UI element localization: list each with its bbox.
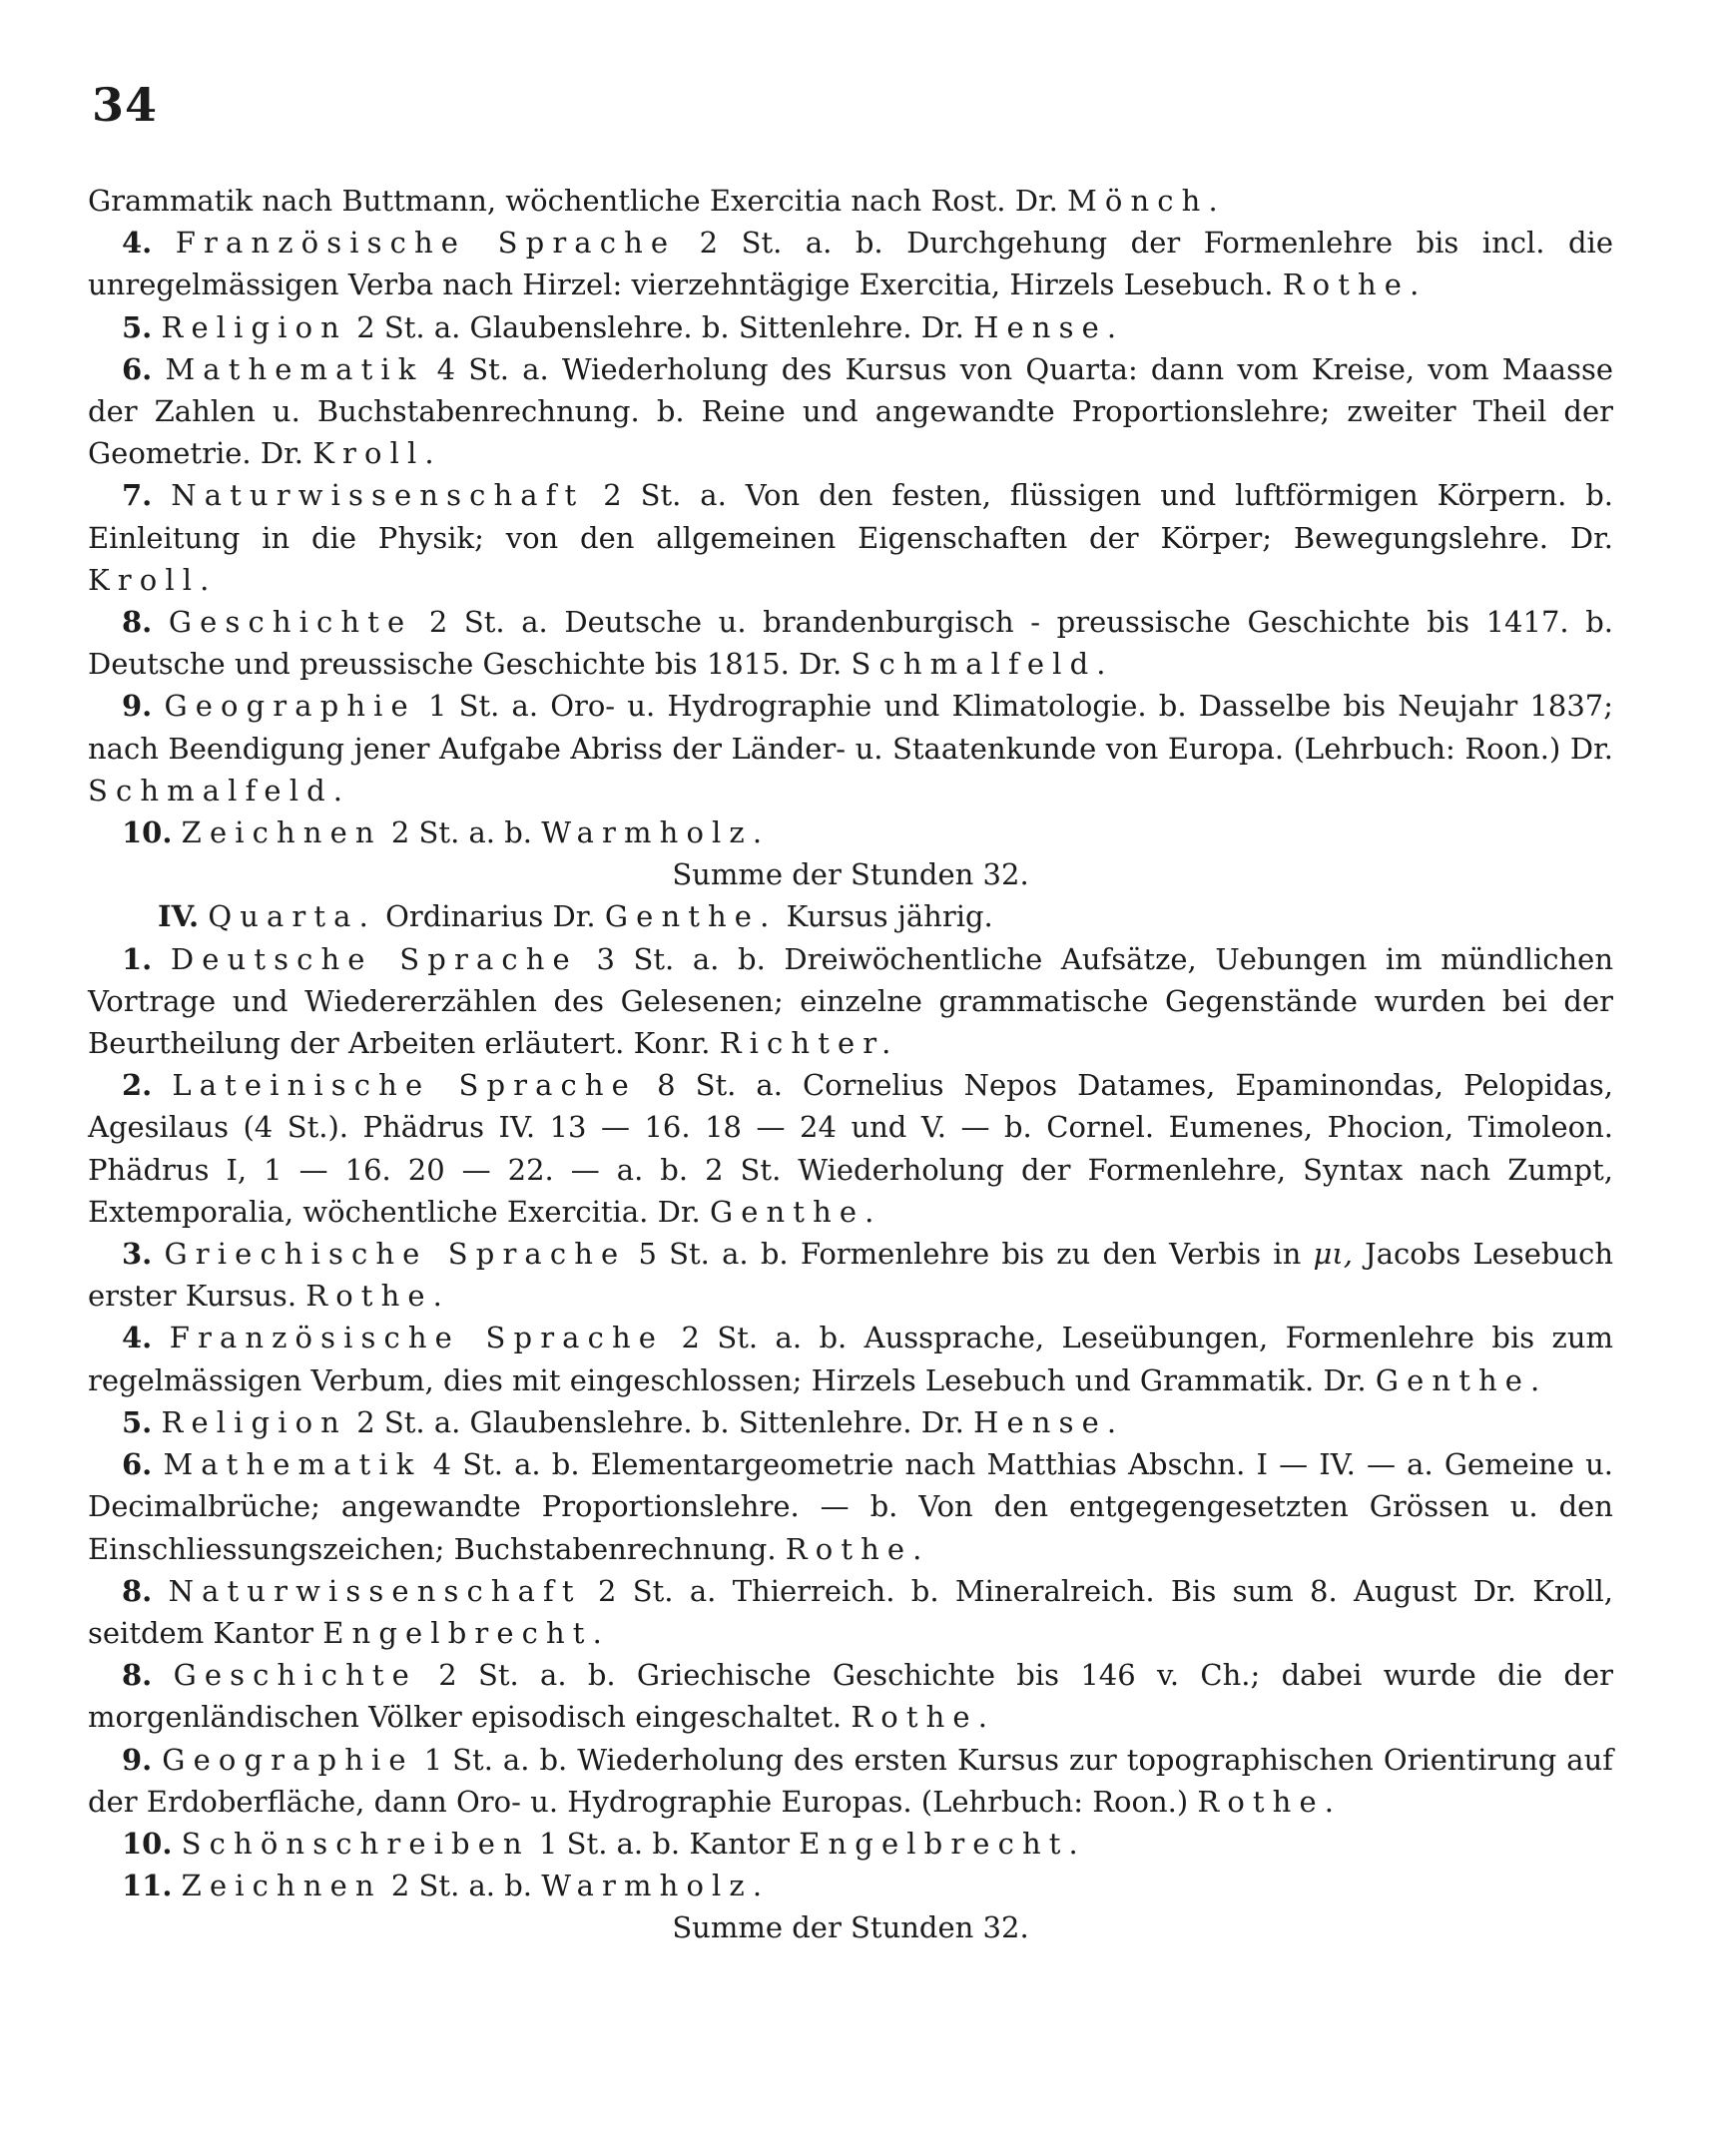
- subject-name: Naturwissenschaft: [168, 1573, 582, 1608]
- subject-name: Mathematik: [163, 1447, 422, 1482]
- teacher-name: Warmholz.: [541, 1869, 771, 1903]
- body-text: [88, 180, 1613, 1949]
- subject-name: Französische Sprache: [175, 226, 677, 261]
- paragraph: 8. Geschichte 2 St. a. b. Griechische Geschichte bis 146 v. Ch.; dabei wurde die der morgenländischen Völker episodisch eingeschaltet. Rothe.: [88, 1658, 1614, 1735]
- teacher-name: Mönch.: [1067, 184, 1226, 218]
- subject-name: Religion: [161, 309, 347, 344]
- hours-total: Summe der Stunden 32.: [672, 857, 1029, 892]
- teacher-name: Hense.: [973, 1404, 1125, 1439]
- subject-name: Griechische Sprache: [164, 1237, 627, 1272]
- paragraph: 9. Geographie 1 St. a. Oro- u. Hydrographie und Klimatologie. b. Dasselbe bis Neujahr 1837; nach Beendigung jener Aufgabe Abriss der Länder- u. Staatenkunde von Europa. (Lehrbuch: Roon.) Dr. Schmalfeld.: [88, 689, 1614, 808]
- teacher-name: Schmalfeld.: [88, 773, 351, 808]
- paragraph: 1. Deutsche Sprache 3 St. a. b. Dreiwöchentliche Aufsätze, Uebungen im mündlichen Vortrage und Wiedererzählen des Gelesenen; einzelne grammatische Gegenstände wurden bei der Beurtheilung der Arbeiten erläutert. Konr. Richter.: [88, 941, 1614, 1061]
- paragraph: 4. Französische Sprache 2 St. a. b. Durchgehung der Formenlehre bis incl. die unregelmässigen Verba nach Hirzel: vierzehntägige Exercitia, Hirzels Lesebuch. Rothe.: [88, 226, 1613, 302]
- class-name: Quarta.: [208, 899, 376, 934]
- paragraph: 10. Schönschreiben 1 St. a. b. Kantor Engelbrecht.: [122, 1826, 1086, 1861]
- paragraph: 3. Griechische Sprache 5 St. a. b. Formenlehre bis zu den Verbis in μι, Jacobs Lesebuch erster Kursus. Rothe.: [88, 1237, 1614, 1314]
- section-heading: IV. Quarta. Ordinarius Dr. Genthe. Kursus jährig.: [158, 899, 993, 934]
- paragraph: Grammatik nach Buttmann, wöchentliche Exercitia nach Rost. Dr. Mönch.: [88, 184, 1226, 218]
- subject-name: Schönschreiben: [181, 1826, 530, 1861]
- teacher-name: Schmalfeld.: [851, 647, 1114, 682]
- subject-name: Geschichte: [168, 605, 413, 640]
- teacher-name: Hense.: [973, 309, 1125, 344]
- ordinarius-name: Genthe.: [604, 899, 778, 934]
- teacher-name: Genthe.: [709, 1194, 882, 1229]
- teacher-name: Rothe.: [305, 1279, 450, 1314]
- subject-name: Geographie: [164, 689, 416, 724]
- paragraph: 9. Geographie 1 St. a. b. Wiederholung des ersten Kursus zur topographischen Orientirung auf der Erdoberfläche, dann Oro- u. Hydrographie Europas. (Lehrbuch: Roon.) Rothe.: [88, 1742, 1613, 1819]
- teacher-name: Genthe.: [1375, 1362, 1548, 1397]
- paragraph: 5. Religion 2 St. a. Glaubenslehre. b. Sittenlehre. Dr. Hense.: [122, 309, 1125, 344]
- subject-name: Lateinische Sprache: [172, 1068, 637, 1103]
- page-number: 34: [92, 78, 159, 132]
- paragraph: 10. Zeichnen 2 St. a. b. Warmholz.: [122, 815, 771, 850]
- teacher-name: Richter.: [719, 1026, 899, 1061]
- subject-name: Zeichnen: [181, 815, 382, 850]
- subject-name: Geschichte: [173, 1658, 417, 1693]
- paragraph: 8. Geschichte 2 St. a. Deutsche u. brandenburgisch - preussische Geschichte bis 1417. b. Deutsche und preussische Geschichte bis 1815. Dr. Schmalfeld.: [88, 605, 1614, 682]
- subject-name: Geographie: [162, 1742, 414, 1777]
- subject-name: Deutsche Sprache: [170, 941, 578, 976]
- subject-name: Französische Sprache: [169, 1321, 665, 1355]
- subject-name: Religion: [161, 1404, 347, 1439]
- paragraph: 6. Mathematik 4 St. a. b. Elementargeometrie nach Matthias Abschn. I — IV. — a. Gemeine u. Decimalbrüche; angewandte Proportionslehre. — b. Von den entgegengesetzten Grössen u. den Einschliessungszeichen; Buchstabenrechnung. Rothe.: [88, 1447, 1613, 1566]
- teacher-name: Rothe.: [851, 1700, 996, 1735]
- teacher-name: Engelbrecht.: [322, 1615, 610, 1650]
- paragraph: 4. Französische Sprache 2 St. a. b. Aussprache, Leseübungen, Formenlehre bis zum regelmässigen Verbum, dies mit eingeschlossen; Hirzels Lesebuch und Grammatik. Dr. Genthe.: [88, 1321, 1614, 1397]
- subject-name: Naturwissenschaft: [171, 478, 585, 513]
- paragraph: 5. Religion 2 St. a. Glaubenslehre. b. Sittenlehre. Dr. Hense.: [122, 1404, 1125, 1439]
- teacher-name: Warmholz.: [541, 815, 771, 850]
- teacher-name: Kroll.: [88, 562, 218, 597]
- teacher-name: Kroll.: [312, 436, 442, 471]
- paragraph: 11. Zeichnen 2 St. a. b. Warmholz.: [122, 1869, 771, 1903]
- teacher-name: Rothe.: [785, 1531, 930, 1566]
- hours-total: Summe der Stunden 32.: [672, 1910, 1029, 1945]
- teacher-name: Rothe.: [1282, 268, 1428, 302]
- paragraph: 6. Mathematik 4 St. a. Wiederholung des Kursus von Quarta: dann vom Kreise, vom Maasse der Zahlen u. Buchstabenrechnung. b. Reine und angewandte Proportionslehre; zweiter Theil der Geometrie. Dr. Kroll.: [88, 351, 1613, 471]
- teacher-name: Engelbrecht.: [799, 1826, 1086, 1861]
- paragraph: 7. Naturwissenschaft 2 St. a. Von den festen, flüssigen und luftförmigen Körpern. b. Einleitung in die Physik; von den allgemeinen Eigenschaften der Körper; Bewegungslehre. Dr. Kroll.: [88, 478, 1614, 597]
- subject-name: Zeichnen: [181, 1869, 382, 1903]
- greek-ending: μι,: [1313, 1237, 1353, 1272]
- teacher-name: Rothe.: [1197, 1784, 1343, 1819]
- subject-name: Mathematik: [165, 351, 424, 386]
- paragraph: 2. Lateinische Sprache 8 St. a. Cornelius Nepos Datames, Epaminondas, Pelopidas, Agesilaus (4 St.). Phädrus IV. 13 — 16. 18 — 24 und V. — b. Cornel. Eumenes, Phocion, Timoleon. Phädrus I, 1 — 16. 20 — 22. — a. b. 2 St. Wiederholung der Formenlehre, Syntax nach Zumpt, Extemporalia, wöchentliche Exercitia. Dr. Genthe.: [88, 1068, 1614, 1229]
- paragraph: 8. Naturwissenschaft 2 St. a. Thierreich. b. Mineralreich. Bis sum 8. August Dr. Kroll, seitdem Kantor Engelbrecht.: [88, 1573, 1613, 1650]
